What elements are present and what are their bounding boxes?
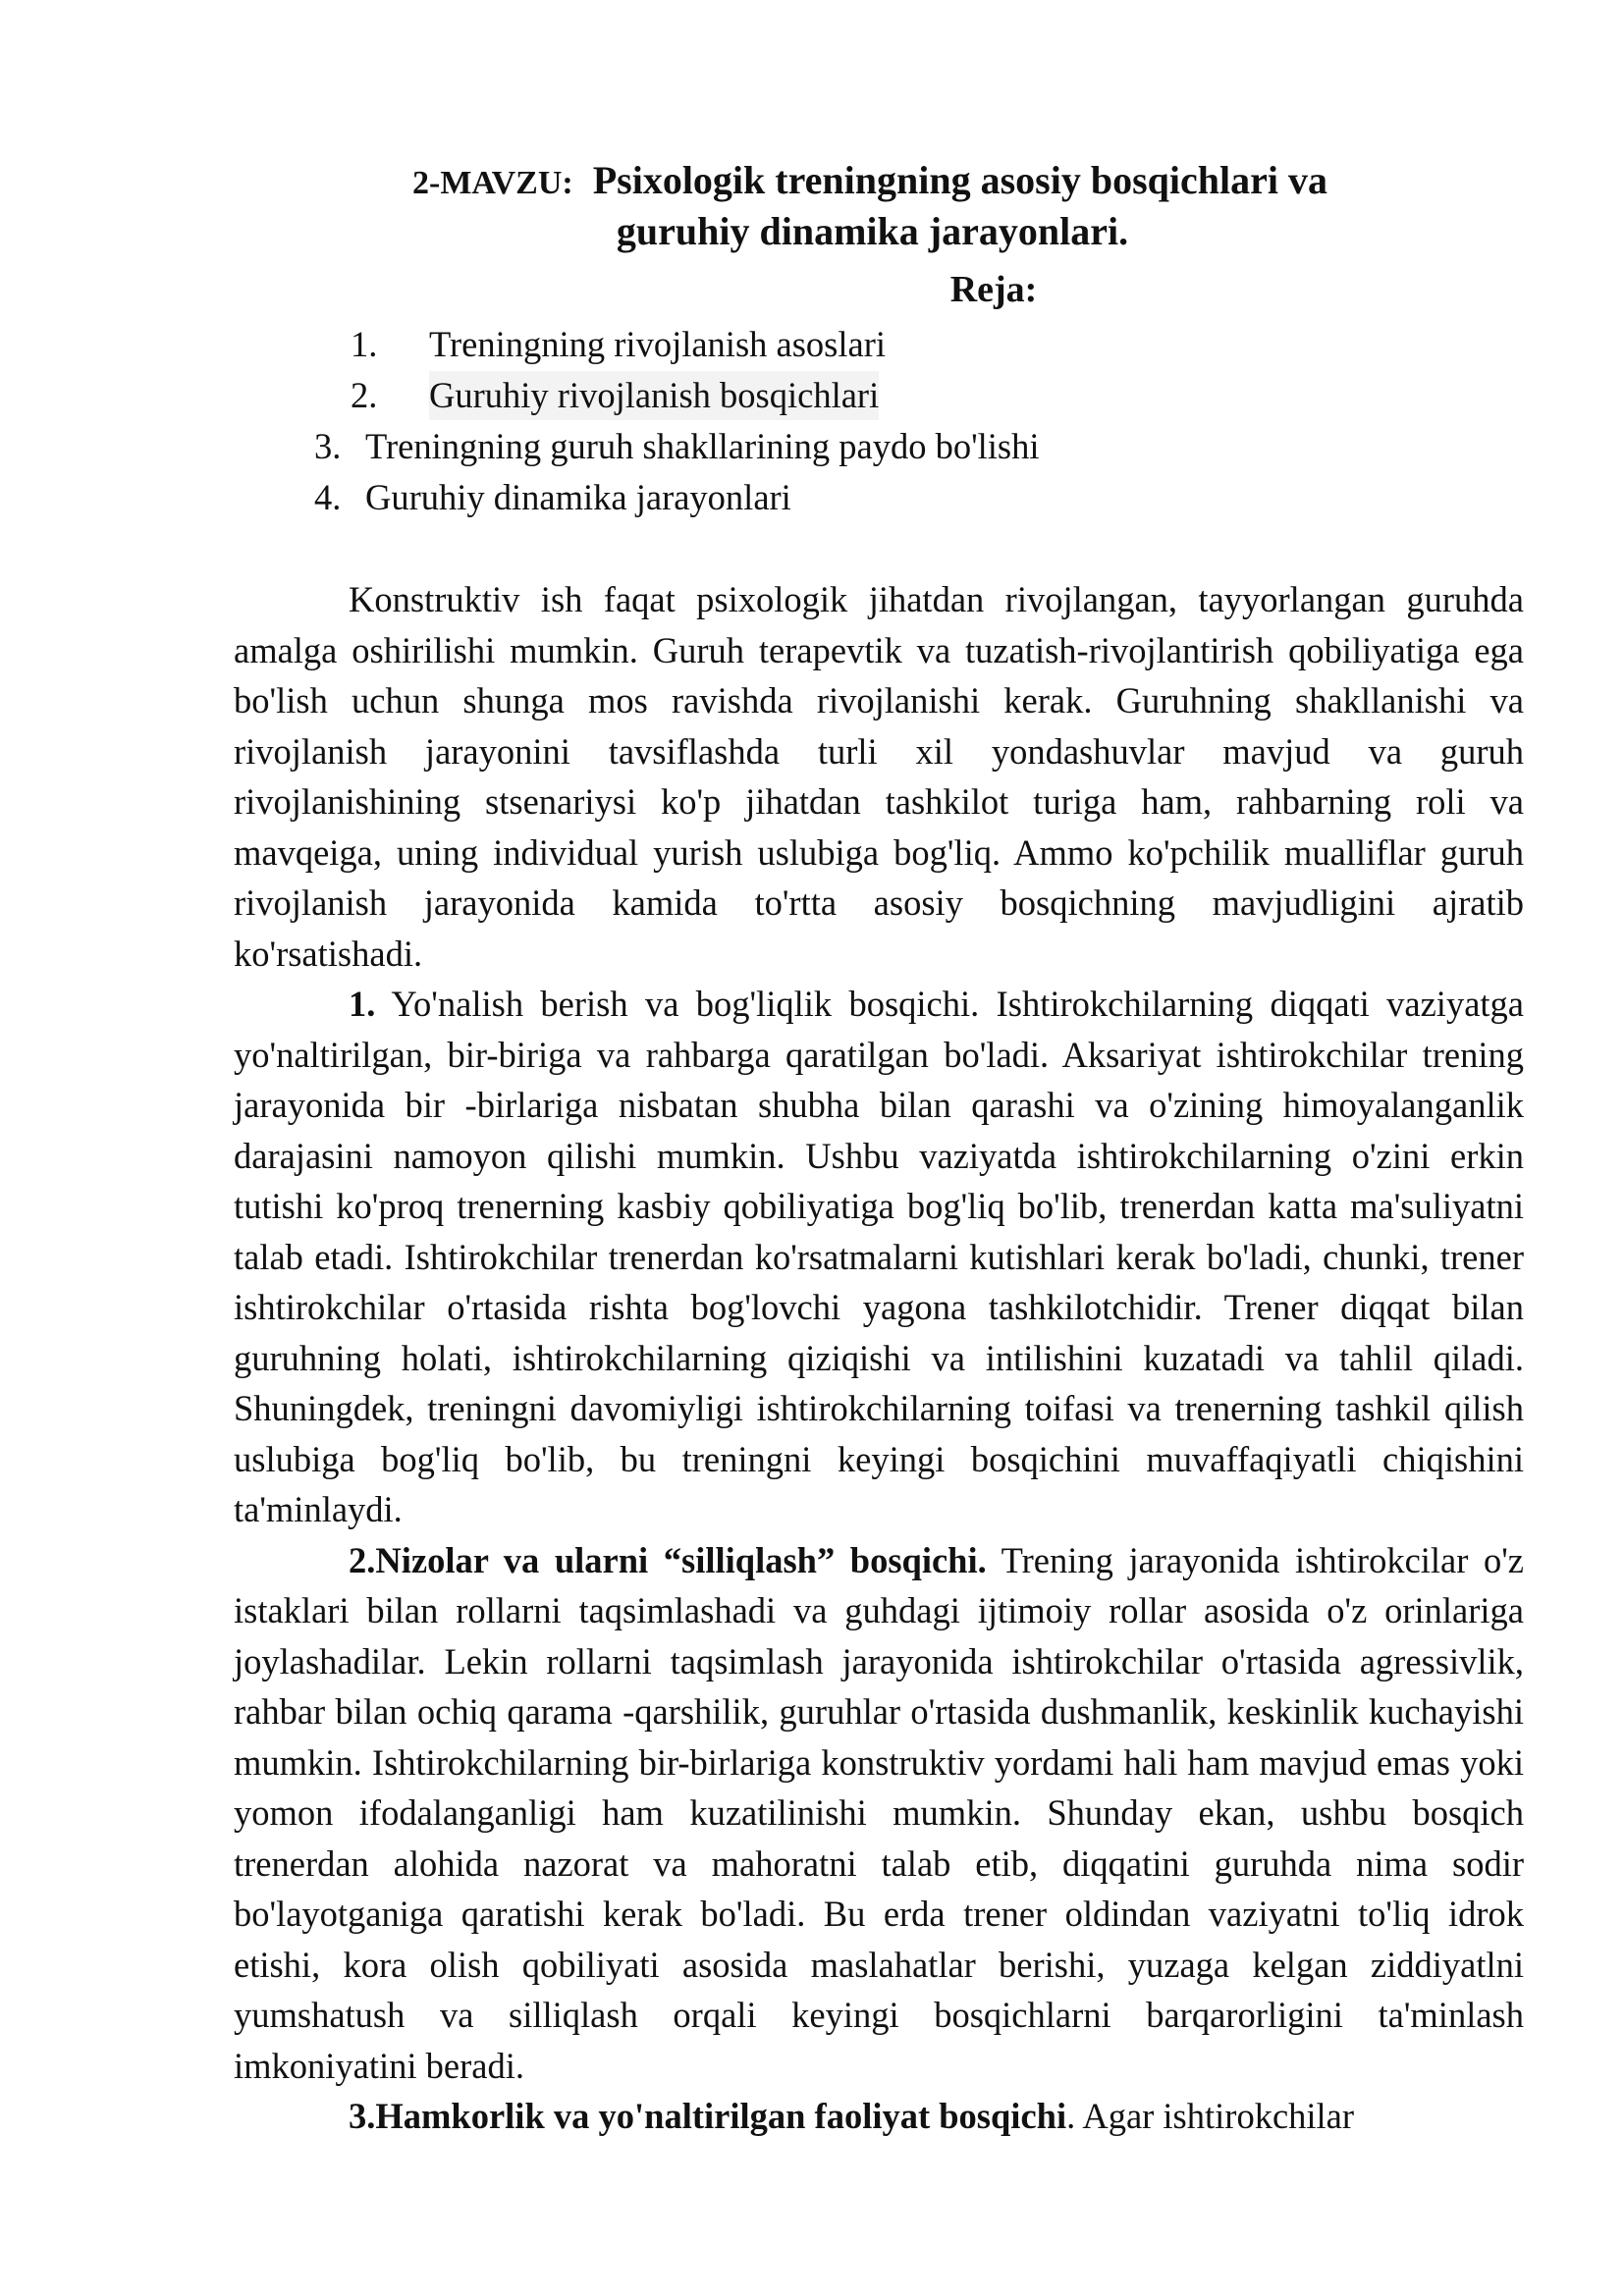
stage-paragraph-3 xyxy=(234,2091,1524,2142)
topic-label: 2-MAVZU: xyxy=(412,165,573,201)
stage-heading: 2.Nizolar va ularni “silliqlash” bosqichi. xyxy=(349,1539,987,1580)
document-body xyxy=(234,574,1524,2142)
topic-title-line-2: guruhiy dinamika jarayonlari. xyxy=(616,209,1129,253)
topic-title-text: Psixologik treningning asosiy bosqichlari va xyxy=(592,158,1328,202)
stage-text: Trening jarayonida ishtirokcilar o'z istaklari bilan rollarni taqsimlashadi va guhdagi ijtimoiy rollar asosida o'z orinlariga joylashadilar. Lekin rollarni taqsimlash jarayonida ishtirokchilar o'rtasida agressivlik, rahbar bilan ochiq qarama -qarshilik, guruhlar o'rtasida dushmanlik, keskinlik kuchayishi mumkin. Ishtirokchilarning bir-birlariga konstruktiv yordami hali ham mavjud emas yoki yomon ifodalanganligi ham kuzatilinishi mumkin. Shunday ekan, ushbu bosqich trenerdan alohida nazorat va mahoratni talab etib, diqqatini guruhda nima sodir bo'layotganiga qaratishi kerak bo'ladi. Bu erda trener oldindan vaziyatni to'liq idrok etishi, kora olish qobiliyati asosida maslahatlar berishi, yuzaga kelgan ziddiyatlni yumshatush va silliqlash orqali keyingi bosqichlarni barqarorligini ta'minlash imkoniyatini beradi. xyxy=(234,1539,1524,2086)
plan-item-number: 3. xyxy=(314,426,342,466)
plan-item-text: Treningning rivojlanish asoslari xyxy=(429,324,887,364)
plan-item-text: Guruhiy dinamika jarayonlari xyxy=(365,477,791,517)
topic-title-line-1 xyxy=(412,155,1327,209)
stage-text: . Agar ishtirokchilar xyxy=(1066,2096,1355,2136)
plan-item-text: Guruhiy rivojlanish bosqichlari xyxy=(429,371,879,420)
plan-heading: Reja: xyxy=(949,269,1038,310)
stage-heading: 1. xyxy=(349,984,376,1024)
intro-paragraph: Konstruktiv ish faqat psixologik jihatdan rivojlangan, tayyorlangan guruhda amalga oshirilishi mumkin. Guruh terapevtik va tuzatish-rivojlantirish qobiliyatiga ega bo'lish uchun shunga mos ravishda rivojlanishi kerak. Guruhning shakllanishi va rivojlanish jarayonini tavsiflashda turli xil yondashuvlar mavjud va guruh rivojlanishining stsenariysi ko'p jihatdan tashkilot turiga ham, rahbarning roli va mavqeiga, uning individual yurish uslubiga bog'liq. Ammo ko'pchilik mualliflar guruh rivojlanish jarayonida kamida to'rtta asosiy bosqichning mavjudligini ajratib ko'rsatishadi. xyxy=(234,579,1524,974)
stage-paragraph-2 xyxy=(234,1535,1524,2092)
stage-heading: 3.Hamkorlik va yo'naltirilgan faoliyat bosqichi xyxy=(349,2096,1067,2136)
stage-paragraph-1 xyxy=(234,979,1524,1535)
plan-item-number: 4. xyxy=(314,477,342,517)
plan-item-number: 1. xyxy=(351,324,378,364)
plan-item-number: 2. xyxy=(351,375,378,415)
plan-item-text: Treningning guruh shakllarining paydo bo'lishi xyxy=(365,426,1040,466)
stage-text: Yo'nalish berish va bog'liqlik bosqichi. Ishtirokchilarning diqqati vaziyatga yo'naltirilgan, bir-biriga va rahbarga qaratilgan bo'ladi. Aksariyat ishtirokchilar trening jarayonida bir -birlariga nisbatan shubha bilan qarashi va o'zining himoyalanganlik darajasini namoyon qilishi mumkin. Ushbu vaziyatda ishtirokchilarning o'zini erkin tutishi ko'proq trenerning kasbiy qobiliyatiga bog'liq bo'lib, trenerdan katta ma'suliyatni talab etadi. Ishtirokchilar trenerdan ko'rsatmalarni kutishlari kerak bo'ladi, chunki, trener ishtirokchilar o'rtasida rishta bog'lovchi yagona tashkilotchidir. Trener diqqat bilan guruhning holati, ishtirokchilarning qiziqishi va intilishini kuzatadi va tahlil qiladi. Shuningdek, treningni davomiyligi ishtirokchilarning toifasi va trenerning tashkil qilish uslubiga bog'liq bo'lib, bu treningni keyingi bosqichini muvaffaqiyatli chiqishini ta'minlaydi. xyxy=(234,984,1524,1529)
